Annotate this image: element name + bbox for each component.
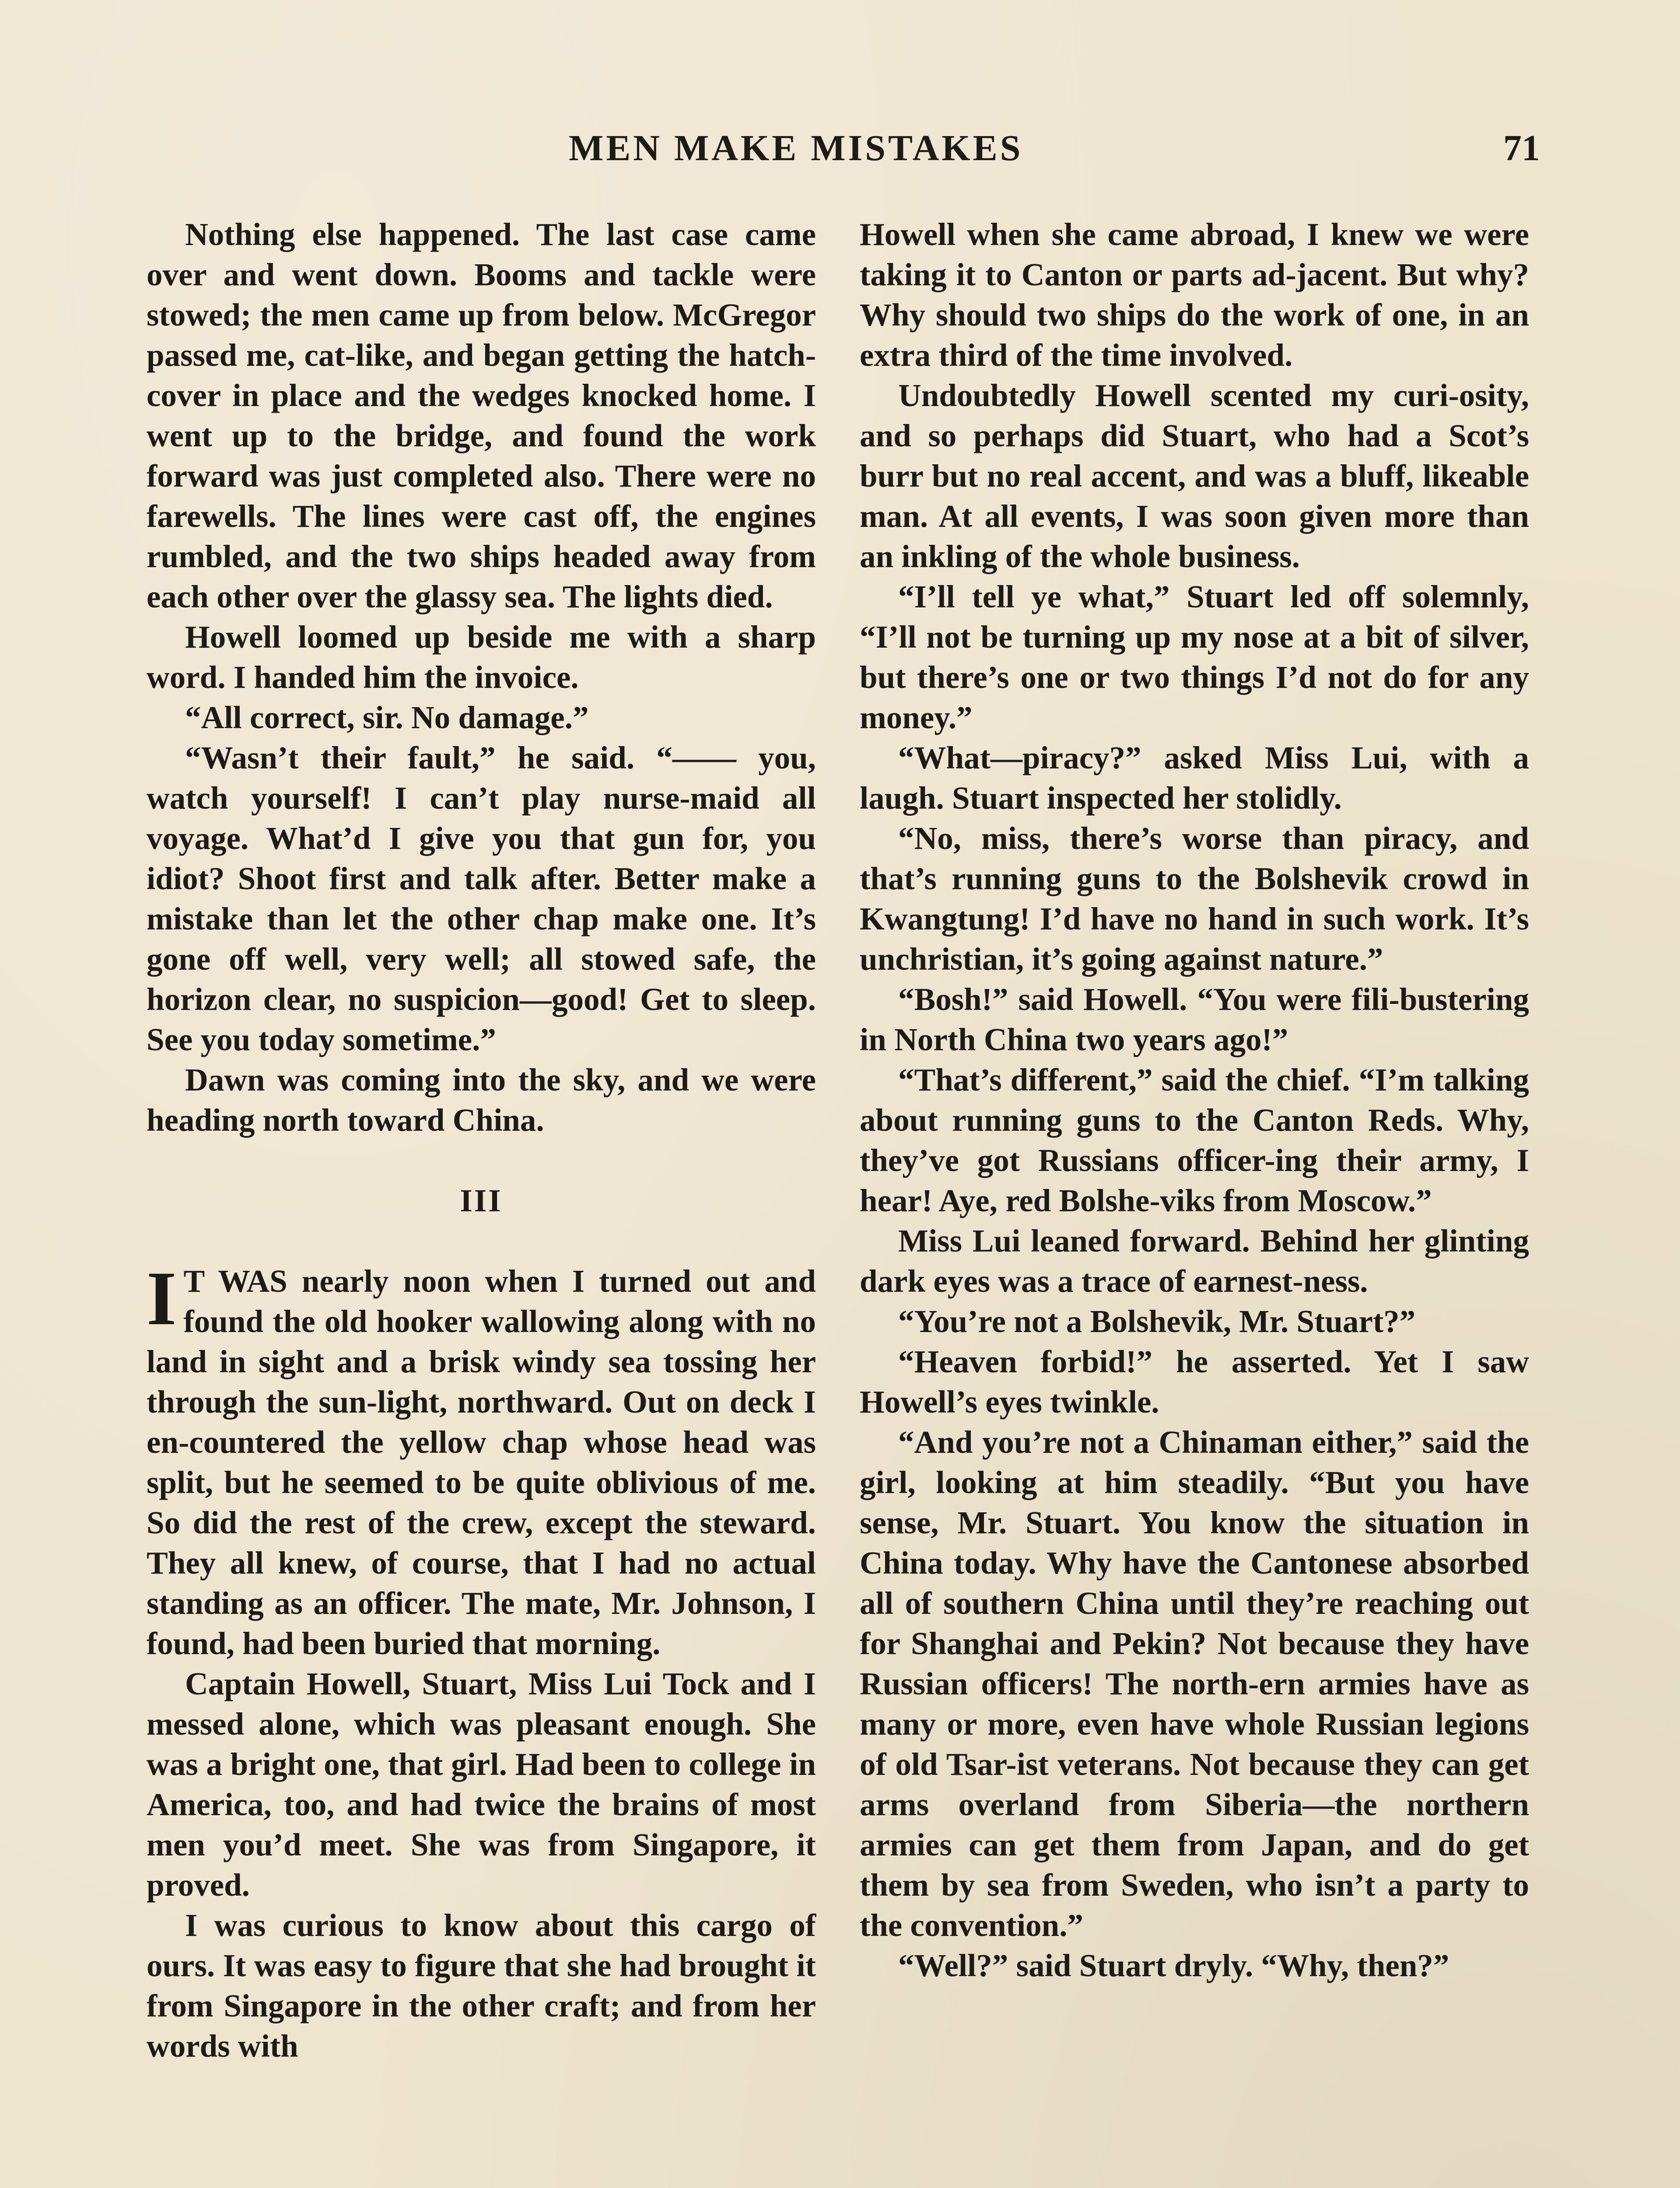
page-header (0, 127, 1680, 179)
paragraph: “All correct, sir. No damage.” (185, 700, 589, 735)
section-heading: III (460, 1183, 503, 1218)
paragraph: Captain Howell, Stuart, Miss Lui Tock and I messed alone, which was pleasant enough. She was a bright one, that girl. Had been to college in America, too, and had twice the brains of most men you’d meet. She was from Singapore, it proved. (147, 1666, 816, 1903)
paragraph: Howell when she came abroad, I knew we were taking it to Canton or parts ad-jacent. But why? Why should two ships do the work of one, in an extra third of the time involved. (860, 217, 1529, 373)
paragraph: Howell loomed up beside me with a sharp word. I handed him the invoice. (147, 619, 816, 695)
paragraph: “Bosh!” said Howell. “You were fili-bustering in North China two years ago!” (860, 982, 1529, 1057)
paragraph: Undoubtedly Howell scented my curi-osity, and so perhaps did Stuart, who had a Scot’s burr but no real accent, and was a bluff, likeable man. At all events, I was soon given more than an inkling of the whole business. (860, 378, 1529, 574)
paragraph: “I’ll tell ye what,” Stuart led off solemnly, “I’ll not be turning up my nose at a bit of silver, but there’s one or two things I’d not do for any money.” (860, 579, 1529, 735)
paragraph: “And you’re not a Chinaman either,” said the girl, looking at him steadily. “But you have sense, Mr. Stuart. You know the situation in China today. Why have the Cantonese absorbed all of southern China until they’re reaching out for Shanghai and Pekin? Not because they have Russian officers! The north-ern armies have as many or more, even have whole Russian legions of old Tsar-ist veterans. Not because they can get arms overland from Siberia—the northern armies can get them from Japan, and do get them by sea from Sweden, who isn’t a party to the convention.” (860, 1424, 1529, 1943)
paragraph: Miss Lui leaned forward. Behind her glinting dark eyes was a trace of earnest-ness. (860, 1223, 1529, 1299)
right-text-column (860, 214, 1529, 1986)
paragraph: “No, miss, there’s worse than piracy, and that’s running guns to the Bolshevik crowd in Kwangtung! I’d have no hand in such work. It’s unchristian, it’s going against nature.” (860, 820, 1529, 977)
paragraph: “Well?” said Stuart dryly. “Why, then?” (898, 1948, 1449, 1983)
paragraph: “Heaven forbid!” he asserted. Yet I saw Howell’s eyes twinkle. (860, 1344, 1529, 1420)
paragraph: Dawn was coming into the sky, and we were heading north toward China. (147, 1062, 816, 1138)
paragraph: “You’re not a Bolshevik, Mr. Stuart?” (898, 1304, 1416, 1339)
paragraph: Nothing else happened. The last case came over and went down. Booms and tackle were stowed; the men came up from below. McGregor passed me, cat-like, and began getting the hatch-cover in place and the wedges knocked home. I went up to the bridge, and found the work forward was just completed also. There were no farewells. The lines were cast off, the engines rumbled, and the two ships headed away from each other over the glassy sea. The lights died. (147, 217, 816, 614)
page-number: 71 (1503, 128, 1540, 168)
paragraph: “That’s different,” said the chief. “I’m talking about running guns to the Canton Reds. Why, they’ve got Russians officer-ing their army, I hear! Aye, red Bolshe-viks from Moscow.” (860, 1062, 1529, 1218)
drop-cap-letter: I (147, 1256, 177, 1341)
running-title: MEN MAKE MISTAKES (569, 128, 1023, 168)
dropcap-paragraph-text: T WAS nearly noon when I turned out and found the old hooker wallowing along with no land in sight and a brisk windy sea tossing her through the sun-light, northward. Out on deck I en-countered the yellow chap whose head was split, but he seemed to be quite oblivious of me. So did the rest of the crew, except the steward. They all knew, of course, that I had no actual standing as an officer. The mate, Mr. Johnson, I found, had been buried that morning. (147, 1263, 816, 1661)
dropcap-paragraph (147, 1256, 816, 1664)
left-text-column (147, 214, 816, 2066)
paragraph: “What—piracy?” asked Miss Lui, with a laugh. Stuart inspected her stolidly. (860, 740, 1529, 816)
paragraph: I was curious to know about this cargo of ours. It was easy to figure that she had brought it from Singapore in the other craft; and from her words with (147, 1907, 816, 2064)
paragraph: “Wasn’t their fault,” he said. “—— you, watch yourself! I can’t play nurse-maid all voyage. What’d I give you that gun for, you idiot? Shoot first and talk after. Better make a mistake than let the other chap make one. It’s gone off well, very well; all stowed safe, the horizon clear, no suspicion—good! Get to sleep. See you today sometime.” (147, 740, 816, 1057)
